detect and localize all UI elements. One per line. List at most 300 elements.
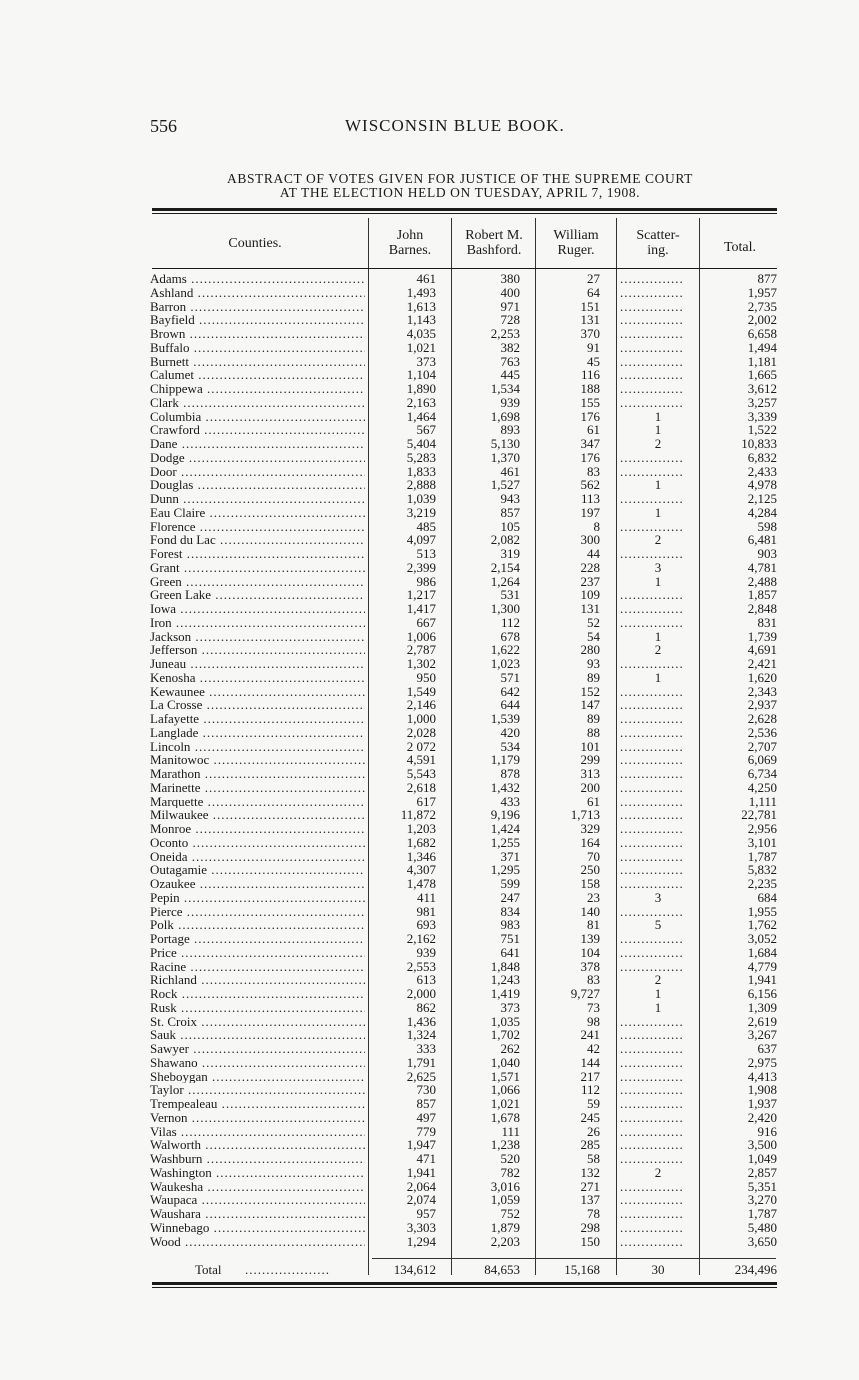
- scattering-leader-dots: ...............: [620, 780, 684, 795]
- barnes-votes: 2,399: [406, 559, 436, 575]
- bashford-votes: 1,879: [490, 1219, 520, 1235]
- scattering-leader-dots: ...............: [620, 602, 684, 616]
- table-row: [150, 850, 780, 864]
- total-votes: 1,787: [747, 848, 777, 864]
- scattering-leader-dots: ...............: [620, 1110, 684, 1125]
- total-votes: 2,420: [747, 1109, 777, 1125]
- county-name: Marquette .....: [150, 795, 365, 809]
- bashford-votes: 939: [500, 394, 520, 410]
- bashford-votes: 1,539: [490, 711, 520, 726]
- scattering-votes: 2: [654, 1164, 662, 1180]
- total-votes: 4,250: [747, 779, 777, 795]
- county-name: Milwaukee .....: [150, 808, 365, 822]
- county-name: Oneida .....: [150, 850, 365, 864]
- scattering-votes: 1: [654, 628, 662, 644]
- scattering-leader-dots: ...............: [620, 698, 684, 712]
- scattering-leader-dots: ...............: [620, 863, 684, 877]
- county-name: Door .....: [150, 465, 365, 479]
- total-votes: 1,049: [747, 1151, 777, 1166]
- barnes-votes: 333: [416, 1041, 436, 1056]
- ruger-votes: 91: [587, 339, 600, 355]
- barnes-votes: 613: [416, 972, 436, 988]
- total-votes: 1,522: [747, 422, 777, 438]
- barnes-votes: 693: [416, 917, 436, 933]
- ruger-votes: 140: [580, 903, 600, 919]
- scattering-leader-dots: ...............: [620, 519, 684, 534]
- scattering-votes: 1: [654, 422, 662, 438]
- ruger-votes: 197: [580, 504, 600, 520]
- scattering-leader-dots: ...............: [620, 1193, 684, 1207]
- barnes-votes: 2,888: [406, 477, 436, 493]
- barnes-votes: 950: [416, 669, 436, 685]
- bashford-votes: 1,035: [490, 1013, 520, 1029]
- ruger-votes: 59: [587, 1096, 600, 1111]
- total-votes: 1,309: [747, 999, 777, 1015]
- county-name: Racine .....: [150, 960, 365, 974]
- barnes-votes: 2 072: [406, 738, 436, 754]
- bashford-votes: 1,534: [490, 381, 520, 396]
- county-name: Green .....: [150, 575, 365, 589]
- total-votes: 2,735: [747, 298, 777, 314]
- bashford-votes: 1,698: [490, 408, 520, 424]
- total-votes: 598: [757, 518, 777, 534]
- county-name: Eau Claire .....: [150, 506, 365, 520]
- total-votes: 3,257: [747, 394, 777, 410]
- barnes-votes: 1,006: [406, 628, 436, 644]
- bashford-votes: 1,370: [490, 449, 520, 465]
- ruger-votes: 61: [587, 422, 600, 438]
- table-row: [150, 643, 780, 657]
- ruger-votes: 64: [587, 284, 600, 300]
- header-total: Total.: [723, 240, 757, 255]
- barnes-votes: 1,143: [406, 312, 436, 328]
- ruger-votes: 378: [580, 958, 600, 974]
- table-row: [150, 987, 780, 1001]
- ruger-votes: 1,713: [570, 807, 600, 823]
- ruger-votes: 101: [580, 738, 600, 754]
- scattering-leader-dots: ...............: [620, 1028, 684, 1042]
- ruger-votes: 44: [587, 546, 600, 561]
- barnes-votes: 939: [416, 944, 436, 960]
- county-name: Polk .....: [150, 918, 365, 932]
- table-row: [150, 272, 780, 286]
- bashford-votes: 373: [500, 999, 520, 1015]
- ruger-votes: 83: [587, 463, 600, 479]
- county-name: Iowa .....: [150, 602, 365, 616]
- scattering-leader-dots: ...............: [620, 1069, 684, 1084]
- table-row: [150, 286, 780, 300]
- scattering-votes: 3: [654, 889, 662, 905]
- ruger-votes: 9,727: [570, 986, 600, 1001]
- table-row: [150, 740, 780, 754]
- total-votes: 5,832: [747, 862, 777, 878]
- table-row: [150, 492, 780, 506]
- table-row: [150, 1125, 780, 1139]
- bottom-rule-thin: [152, 1287, 777, 1288]
- barnes-votes: 5,543: [406, 766, 436, 781]
- total-votes: 3,612: [747, 381, 777, 396]
- total-votes: 2,343: [747, 683, 777, 699]
- county-name: Brown .....: [150, 327, 365, 341]
- total-votes: 3,650: [747, 1233, 777, 1249]
- ruger-votes: 298: [580, 1219, 600, 1235]
- barnes-votes: 1,436: [406, 1013, 436, 1029]
- ruger-votes: 23: [587, 889, 600, 905]
- table-row: [150, 657, 780, 671]
- county-name: Shawano .....: [150, 1056, 365, 1070]
- bashford-votes: 1,527: [490, 477, 520, 493]
- table-row: [150, 1207, 780, 1221]
- bashford-votes: 112: [500, 614, 520, 630]
- barnes-votes: 1,104: [406, 367, 436, 383]
- barnes-votes: 3,219: [406, 504, 436, 520]
- header-bashford: [452, 228, 536, 258]
- scattering-votes: 1: [654, 477, 662, 493]
- table-row: [150, 1056, 780, 1070]
- table-row: [150, 932, 780, 946]
- ruger-votes: 313: [580, 766, 600, 781]
- scattering-leader-dots: ...............: [620, 368, 684, 382]
- county-name: Marathon .....: [150, 767, 365, 781]
- total-votes: 1,857: [747, 587, 777, 603]
- scattering-leader-dots: ...............: [620, 588, 684, 602]
- bashford-votes: 1,295: [490, 862, 520, 878]
- ruger-votes: 299: [580, 752, 600, 768]
- bashford-votes: 893: [500, 422, 520, 438]
- ruger-votes: 137: [580, 1192, 600, 1208]
- table-row: [150, 671, 780, 685]
- scattering-leader-dots: ...............: [620, 932, 684, 946]
- scattering-leader-dots: ...............: [620, 684, 684, 699]
- barnes-votes: 2,625: [406, 1068, 436, 1084]
- header-scattering-line-1: Scatter-: [636, 228, 680, 243]
- scattering-leader-dots: ...............: [620, 1055, 684, 1070]
- table-row: [150, 1166, 780, 1180]
- table-row: [150, 437, 780, 451]
- top-rule-thin: [152, 213, 777, 214]
- bashford-votes: 2,082: [490, 532, 520, 548]
- table-row: [150, 712, 780, 726]
- scattering-leader-dots: ...............: [620, 904, 684, 919]
- ruger-votes: 150: [580, 1233, 600, 1249]
- bashford-votes: 319: [500, 546, 520, 561]
- ruger-votes: 27: [587, 271, 600, 286]
- scattering-leader-dots: ...............: [620, 1179, 684, 1194]
- scattering-leader-dots: ...............: [620, 492, 684, 506]
- barnes-votes: 1,294: [406, 1233, 436, 1249]
- header-scattering-line-2: ing.: [647, 243, 669, 258]
- table-row: [150, 960, 780, 974]
- county-name: Langlade .....: [150, 726, 365, 740]
- bashford-votes: 1,419: [490, 986, 520, 1001]
- bashford-votes: 1,678: [490, 1109, 520, 1125]
- barnes-votes: 1,217: [406, 587, 436, 603]
- barnes-votes: 513: [416, 546, 436, 561]
- ruger-votes: 562: [580, 477, 600, 493]
- ruger-votes: 8: [593, 518, 600, 534]
- ruger-votes: 98: [587, 1013, 600, 1029]
- total-votes: 6,069: [747, 752, 777, 768]
- table-row: [150, 396, 780, 410]
- barnes-votes: 2,028: [406, 724, 436, 740]
- scattering-votes: 1: [654, 504, 662, 520]
- total-votes: 1,181: [747, 353, 777, 369]
- total-votes: 2,125: [747, 491, 777, 506]
- total-votes: 2,628: [747, 711, 777, 726]
- scattering-leader-dots: ...............: [620, 1097, 684, 1111]
- total-votes: 3,270: [747, 1192, 777, 1208]
- title-line-1: ABSTRACT OF VOTES GIVEN FOR JUSTICE OF THE SUPREME COURT: [227, 171, 693, 186]
- total-votes: 3,052: [747, 931, 777, 946]
- ruger-votes: 147: [580, 697, 600, 713]
- barnes-votes: 2,618: [406, 779, 436, 795]
- barnes-votes: 1,613: [406, 298, 436, 314]
- county-name: Kenosha .....: [150, 671, 365, 685]
- total-votes: 4,284: [747, 504, 777, 520]
- scattering-votes: 3: [654, 559, 662, 575]
- county-name: Pepin .....: [150, 891, 365, 905]
- county-name: Lafayette .....: [150, 712, 365, 726]
- county-name: Richland .....: [150, 973, 365, 987]
- header-ruger-line-1: William: [553, 228, 599, 243]
- table-row: [150, 891, 780, 905]
- scattering-leader-dots: ...............: [620, 822, 684, 836]
- ruger-votes: 89: [587, 669, 600, 685]
- header-barnes-line-1: John: [396, 228, 424, 243]
- county-name: Monroe .....: [150, 822, 365, 836]
- table-row: [150, 1221, 780, 1235]
- county-name: Walworth .....: [150, 1138, 365, 1152]
- table-row: [150, 1138, 780, 1152]
- barnes-votes: 1,464: [406, 408, 436, 424]
- county-name: Vernon .....: [150, 1111, 365, 1125]
- ruger-votes: 70: [587, 848, 600, 864]
- county-name: Trempealeau .....: [150, 1097, 365, 1111]
- county-name: Portage .....: [150, 932, 365, 946]
- barnes-votes: 617: [416, 793, 436, 809]
- total-grand: 234,496: [734, 1262, 777, 1277]
- ruger-votes: 83: [587, 972, 600, 988]
- table-row: [150, 1235, 780, 1249]
- bashford-votes: 1,023: [490, 656, 520, 671]
- barnes-votes: 1,203: [406, 821, 436, 836]
- total-votes: 916: [757, 1123, 777, 1139]
- bashford-votes: 1,040: [490, 1054, 520, 1070]
- scattering-leader-dots: ...............: [620, 464, 684, 479]
- bashford-votes: 3,016: [490, 1178, 520, 1194]
- ruger-votes: 89: [587, 711, 600, 726]
- bashford-votes: 1,424: [490, 821, 520, 836]
- total-votes: 3,267: [747, 1027, 777, 1043]
- total-votes: 1,937: [747, 1096, 777, 1111]
- ruger-votes: 285: [580, 1137, 600, 1153]
- total-votes: 1,787: [747, 1206, 777, 1221]
- county-name: Dodge .....: [150, 451, 365, 465]
- scattering-leader-dots: ...............: [620, 945, 684, 960]
- bashford-votes: 371: [500, 848, 520, 864]
- barnes-votes: 1,021: [406, 339, 436, 355]
- bashford-votes: 105: [500, 518, 520, 534]
- bashford-votes: 1,021: [490, 1096, 520, 1111]
- bashford-votes: 1,571: [490, 1068, 520, 1084]
- total-votes: 2,235: [747, 876, 777, 891]
- table-row: [150, 1001, 780, 1015]
- barnes-votes: 2,553: [406, 958, 436, 974]
- county-name: Manitowoc .....: [150, 753, 365, 767]
- table-row: [150, 1015, 780, 1029]
- total-votes: 2,433: [747, 463, 777, 479]
- county-name: Barron .....: [150, 300, 365, 314]
- total-votes: 903: [757, 546, 777, 561]
- barnes-votes: 485: [416, 518, 436, 534]
- barnes-votes: 862: [416, 999, 436, 1015]
- total-leader-dots: ....................: [245, 1262, 330, 1277]
- county-name: Pierce .....: [150, 905, 365, 919]
- ruger-votes: 131: [580, 601, 600, 616]
- header-barnes: [370, 228, 450, 258]
- total-votes: 6,156: [747, 986, 777, 1001]
- ruger-votes: 93: [587, 656, 600, 671]
- scattering-leader-dots: ...............: [620, 1083, 684, 1097]
- barnes-votes: 986: [416, 573, 436, 589]
- ruger-votes: 271: [580, 1178, 600, 1194]
- table-row: [150, 1111, 780, 1125]
- table-row: [150, 575, 780, 589]
- table-row: [150, 836, 780, 850]
- page-number: 556: [150, 116, 177, 136]
- barnes-votes: 5,283: [406, 449, 436, 465]
- ruger-votes: 217: [580, 1068, 600, 1084]
- ruger-votes: 237: [580, 573, 600, 589]
- total-votes: 4,978: [747, 477, 777, 493]
- total-votes: 1,684: [747, 944, 777, 960]
- scattering-leader-dots: ...............: [620, 808, 684, 822]
- table-row: [150, 533, 780, 547]
- barnes-votes: 497: [416, 1109, 436, 1125]
- header-bashford-line-2: Bashford.: [466, 243, 522, 258]
- barnes-votes: 1,302: [406, 656, 436, 671]
- barnes-votes: 1,941: [406, 1164, 436, 1180]
- bashford-votes: 534: [500, 738, 520, 754]
- ruger-votes: 58: [587, 1151, 600, 1166]
- total-votes: 3,339: [747, 408, 777, 424]
- county-name: Vilas .....: [150, 1125, 365, 1139]
- barnes-votes: 4,097: [406, 532, 436, 548]
- table-row: [150, 313, 780, 327]
- total-votes: 2,536: [747, 724, 777, 740]
- county-name: Clark .....: [150, 396, 365, 410]
- total-votes: 1,620: [747, 669, 777, 685]
- bashford-votes: 5,130: [490, 436, 520, 451]
- barnes-votes: 11,872: [400, 807, 436, 823]
- scattering-votes: 2: [654, 642, 662, 658]
- bottom-rule: [152, 1282, 777, 1285]
- bashford-votes: 433: [500, 793, 520, 809]
- table-row: [150, 808, 780, 822]
- scattering-leader-dots: ...............: [620, 1042, 684, 1056]
- total-barnes: 134,612: [393, 1262, 436, 1277]
- bashford-votes: 2,253: [490, 326, 520, 341]
- bashford-votes: 644: [500, 697, 520, 713]
- ruger-votes: 188: [580, 381, 600, 396]
- table-row: [150, 1180, 780, 1194]
- county-name: Iron .....: [150, 616, 365, 630]
- county-name: Waupaca .....: [150, 1193, 365, 1207]
- ruger-votes: 329: [580, 821, 600, 836]
- ruger-votes: 81: [587, 917, 600, 933]
- barnes-votes: 1,682: [406, 834, 436, 850]
- total-row: [150, 1262, 780, 1278]
- bashford-votes: 678: [500, 628, 520, 644]
- table-row: [150, 451, 780, 465]
- table-row: [150, 946, 780, 960]
- ruger-votes: 370: [580, 326, 600, 341]
- scattering-leader-dots: ...............: [620, 725, 684, 740]
- scattering-leader-dots: ...............: [620, 877, 684, 891]
- table-row: [150, 698, 780, 712]
- table-row: [150, 410, 780, 424]
- county-name: Rock .....: [150, 987, 365, 1001]
- ruger-votes: 88: [587, 724, 600, 740]
- total-votes: 2,707: [747, 738, 777, 754]
- bashford-votes: 380: [500, 271, 520, 286]
- bashford-votes: 763: [500, 353, 520, 369]
- county-name: St. Croix .....: [150, 1015, 365, 1029]
- table-row: [150, 1083, 780, 1097]
- county-name: Columbia .....: [150, 410, 365, 424]
- table-row: [150, 685, 780, 699]
- total-votes: 877: [757, 271, 777, 286]
- table-row: [150, 726, 780, 740]
- barnes-votes: 1,833: [406, 463, 436, 479]
- total-votes: 6,658: [747, 326, 777, 341]
- bashford-votes: 461: [500, 463, 520, 479]
- bashford-votes: 751: [500, 931, 520, 946]
- scattering-leader-dots: ...............: [620, 657, 684, 671]
- barnes-votes: 981: [416, 903, 436, 919]
- ruger-votes: 116: [580, 367, 600, 383]
- ruger-votes: 52: [587, 614, 600, 630]
- bashford-votes: 1,300: [490, 601, 520, 616]
- bashford-votes: 111: [501, 1123, 520, 1139]
- table-row: [150, 905, 780, 919]
- table-row: [150, 918, 780, 932]
- header-barnes-line-2: Barnes.: [388, 243, 432, 258]
- bashford-votes: 382: [500, 339, 520, 355]
- scattering-votes: 5: [654, 917, 662, 933]
- barnes-votes: 2,064: [406, 1178, 436, 1194]
- barnes-votes: 957: [416, 1206, 436, 1221]
- table-row: [150, 795, 780, 809]
- scattering-leader-dots: ...............: [620, 739, 684, 754]
- table-row: [150, 1042, 780, 1056]
- table-row: [150, 520, 780, 534]
- county-name: Adams .....: [150, 272, 365, 286]
- county-name: Green Lake .....: [150, 588, 365, 602]
- barnes-votes: 1,346: [406, 848, 436, 864]
- barnes-votes: 2,146: [406, 697, 436, 713]
- bashford-votes: 857: [500, 504, 520, 520]
- barnes-votes: 567: [416, 422, 436, 438]
- scattering-leader-dots: ...............: [620, 1207, 684, 1221]
- ruger-votes: 280: [580, 642, 600, 658]
- running-head: WISCONSIN BLUE BOOK.: [345, 116, 565, 135]
- county-name: Juneau .....: [150, 657, 365, 671]
- scattering-leader-dots: ...............: [620, 849, 684, 864]
- scattering-leader-dots: ...............: [620, 313, 684, 327]
- header-bashford-line-1: Robert M.: [465, 228, 523, 243]
- bashford-votes: 971: [500, 298, 520, 314]
